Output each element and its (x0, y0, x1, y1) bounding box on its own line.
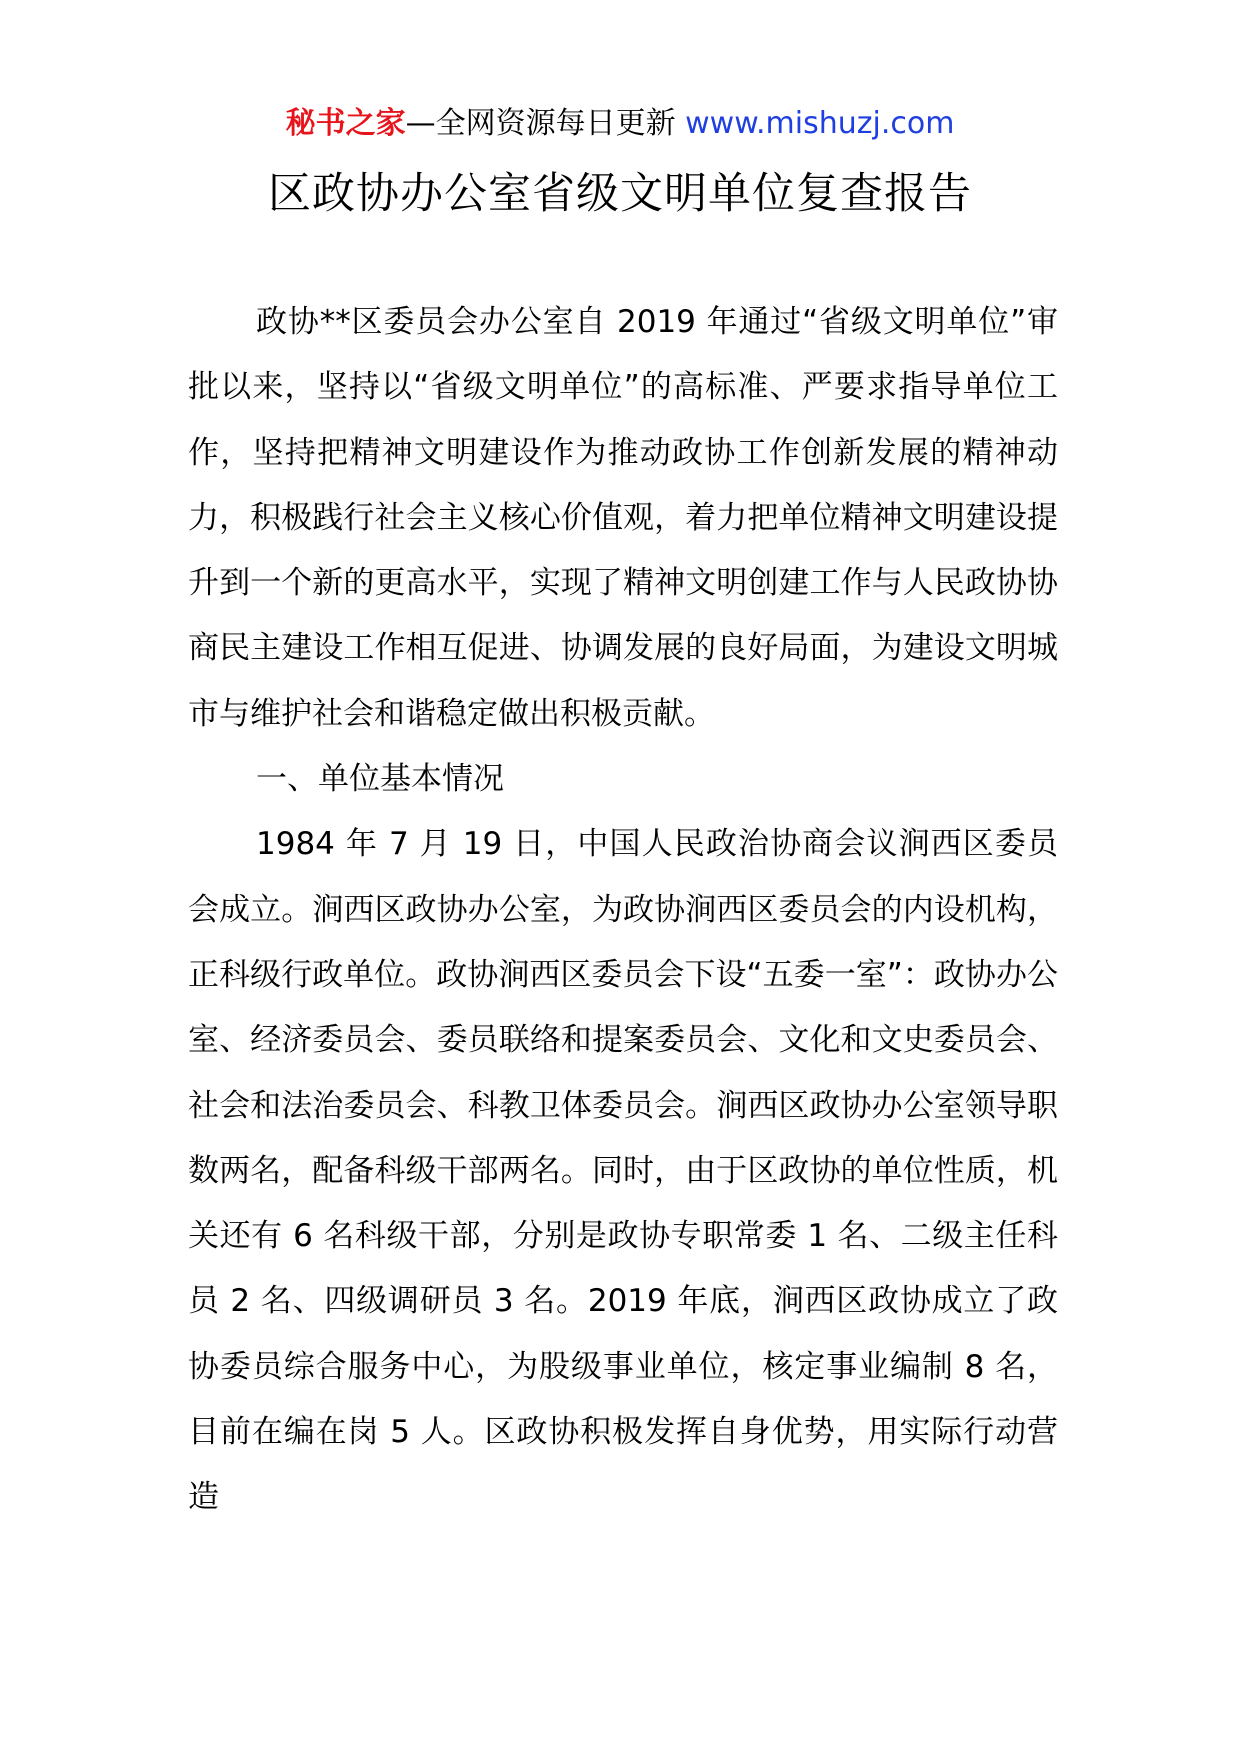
brand-name: 秘书之家 (285, 106, 406, 141)
paragraph-basic-info: 1984 年 7 月 19 日，中国人民政治协商会议涧西区委员会成立。涧西区政协办公室，为政协涧西区委员会的内设机构，正科级行政单位。政协涧西区委员会下设“五委一室”：政协办公室、经济委员会、委员联络和提案委员会、文化和文史委员会、社会和法治委员会、科教卫体委员会。涧西区政协办公室领导职数两名，配备科级干部两名。同时，由于区政协的单位性质，机关还有 6 名科级干部，分别是政协专职常委 1 名、二级主任科员 2 名、四级调研员 3 名。2019 年底，涧西区政协成立了政协委员综合服务中心，为股级事业单位，核定事业编制 8 名，目前在编在岗 5 人。区政协积极发挥自身优势，用实际行动营造 (188, 826, 1058, 1516)
paragraph-intro: 政协**区委员会办公室自 2019 年通过“省级文明单位”审批以来，坚持以“省级文明单位”的高标准、严要求指导单位工作，坚持把精神文明建设作为推动政协工作创新发展的精神动力，积极践行社会主义核心价值观，着力把单位精神文明建设提升到一个新的更高水平，实现了精神文明创建工作与人民政协协商民主建设工作相互促进、协调发展的良好局面，为建设文明城市与维护社会和谐稳定做出积极贡献。 (188, 304, 1058, 732)
site-url[interactable]: www.mishuzj.com (685, 106, 955, 141)
brand-slogan: —全网资源每日更新 (405, 106, 676, 141)
section-heading-basic-info: 一、单位基本情况 (256, 761, 504, 798)
document-title: 区政协办公室省级文明单位复查报告 (268, 169, 972, 219)
site-banner (0, 104, 1240, 144)
document-body (188, 290, 1058, 1531)
